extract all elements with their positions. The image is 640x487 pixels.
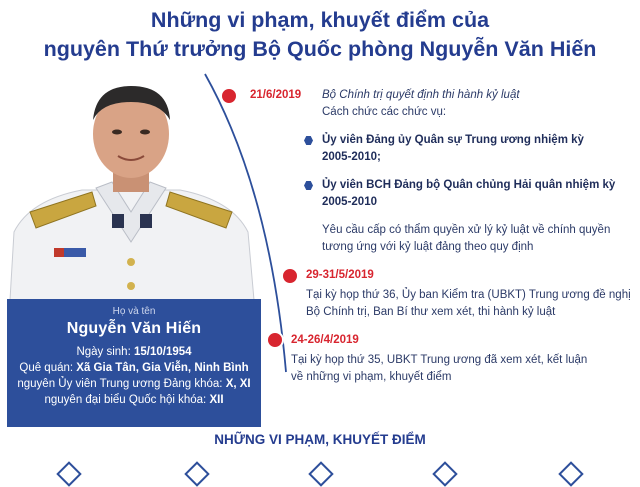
event-1-bullet-1-line-1: Ủy viên Đảng ủy Quân sự Trung ương nhiệm kỳ bbox=[322, 134, 584, 146]
event-1-intro-italic: Bộ Chính trị quyết định thi hành kỷ luật bbox=[322, 89, 520, 101]
event-1-intro: Cách chức các chức vụ: bbox=[322, 106, 447, 118]
timeline-dot-3 bbox=[267, 332, 283, 348]
name-label: Họ và tên bbox=[112, 306, 156, 317]
title-line-2: nguyên Thứ trưởng Bộ Quốc phòng Nguyễn Văn Hiến bbox=[43, 37, 597, 61]
timeline-dot-1 bbox=[221, 88, 237, 104]
cc-label: nguyên Ủy viên Trung ương Đảng khóa: bbox=[17, 378, 223, 390]
dob-label: Ngày sinh: bbox=[76, 346, 131, 358]
na-value: XII bbox=[209, 394, 224, 406]
event-1-bullet-1-line-2: 2005-2010; bbox=[322, 151, 381, 163]
event-3-line-2: về những vi phạm, khuyết điểm bbox=[291, 371, 452, 383]
cc-value: X, XI bbox=[225, 378, 251, 390]
hometown-value: Xã Gia Tân, Gia Viễn, Ninh Bình bbox=[76, 362, 249, 374]
event-3-date: 24-26/4/2019 bbox=[291, 334, 359, 346]
hometown-label: Quê quán: bbox=[19, 362, 74, 374]
timeline-dot-2 bbox=[282, 268, 298, 284]
event-3-line-1: Tại kỳ họp thứ 35, UBKT Trung ương đã xem xét, kết luận bbox=[291, 354, 588, 366]
event-1-bullet-2-line-2: 2005-2010 bbox=[322, 196, 377, 208]
event-2-line-1: Tại kỳ họp thứ 36, Ủy ban Kiểm tra (UBKT) Trung ương đề nghị bbox=[306, 289, 631, 301]
person-name: Nguyễn Văn Hiến bbox=[66, 320, 202, 337]
event-1-outro-line-2: tương ứng với kỷ luật đảng theo quy định bbox=[322, 241, 534, 253]
dob-value: 15/10/1954 bbox=[133, 346, 192, 358]
event-1-date: 21/6/2019 bbox=[250, 89, 302, 101]
section-heading: NHỮNG VI PHẠM, KHUYẾT ĐIỂM bbox=[214, 432, 426, 447]
event-2-date: 29-31/5/2019 bbox=[306, 269, 374, 281]
na-label: nguyên đại biểu Quốc hội khóa: bbox=[44, 394, 207, 406]
title-line-1: Những vi phạm, khuyết điểm của bbox=[150, 8, 490, 32]
event-1-bullet-2-line-1: Ủy viên BCH Đảng bộ Quân chủng Hải quân nhiệm kỳ bbox=[322, 179, 616, 191]
event-2-line-2: Bộ Chính trị, Ban Bí thư xem xét, thi hành kỷ luật bbox=[306, 306, 556, 318]
event-1-outro-line-1: Yêu cầu cấp có thẩm quyền xử lý kỷ luật về chính quyền bbox=[322, 224, 611, 236]
